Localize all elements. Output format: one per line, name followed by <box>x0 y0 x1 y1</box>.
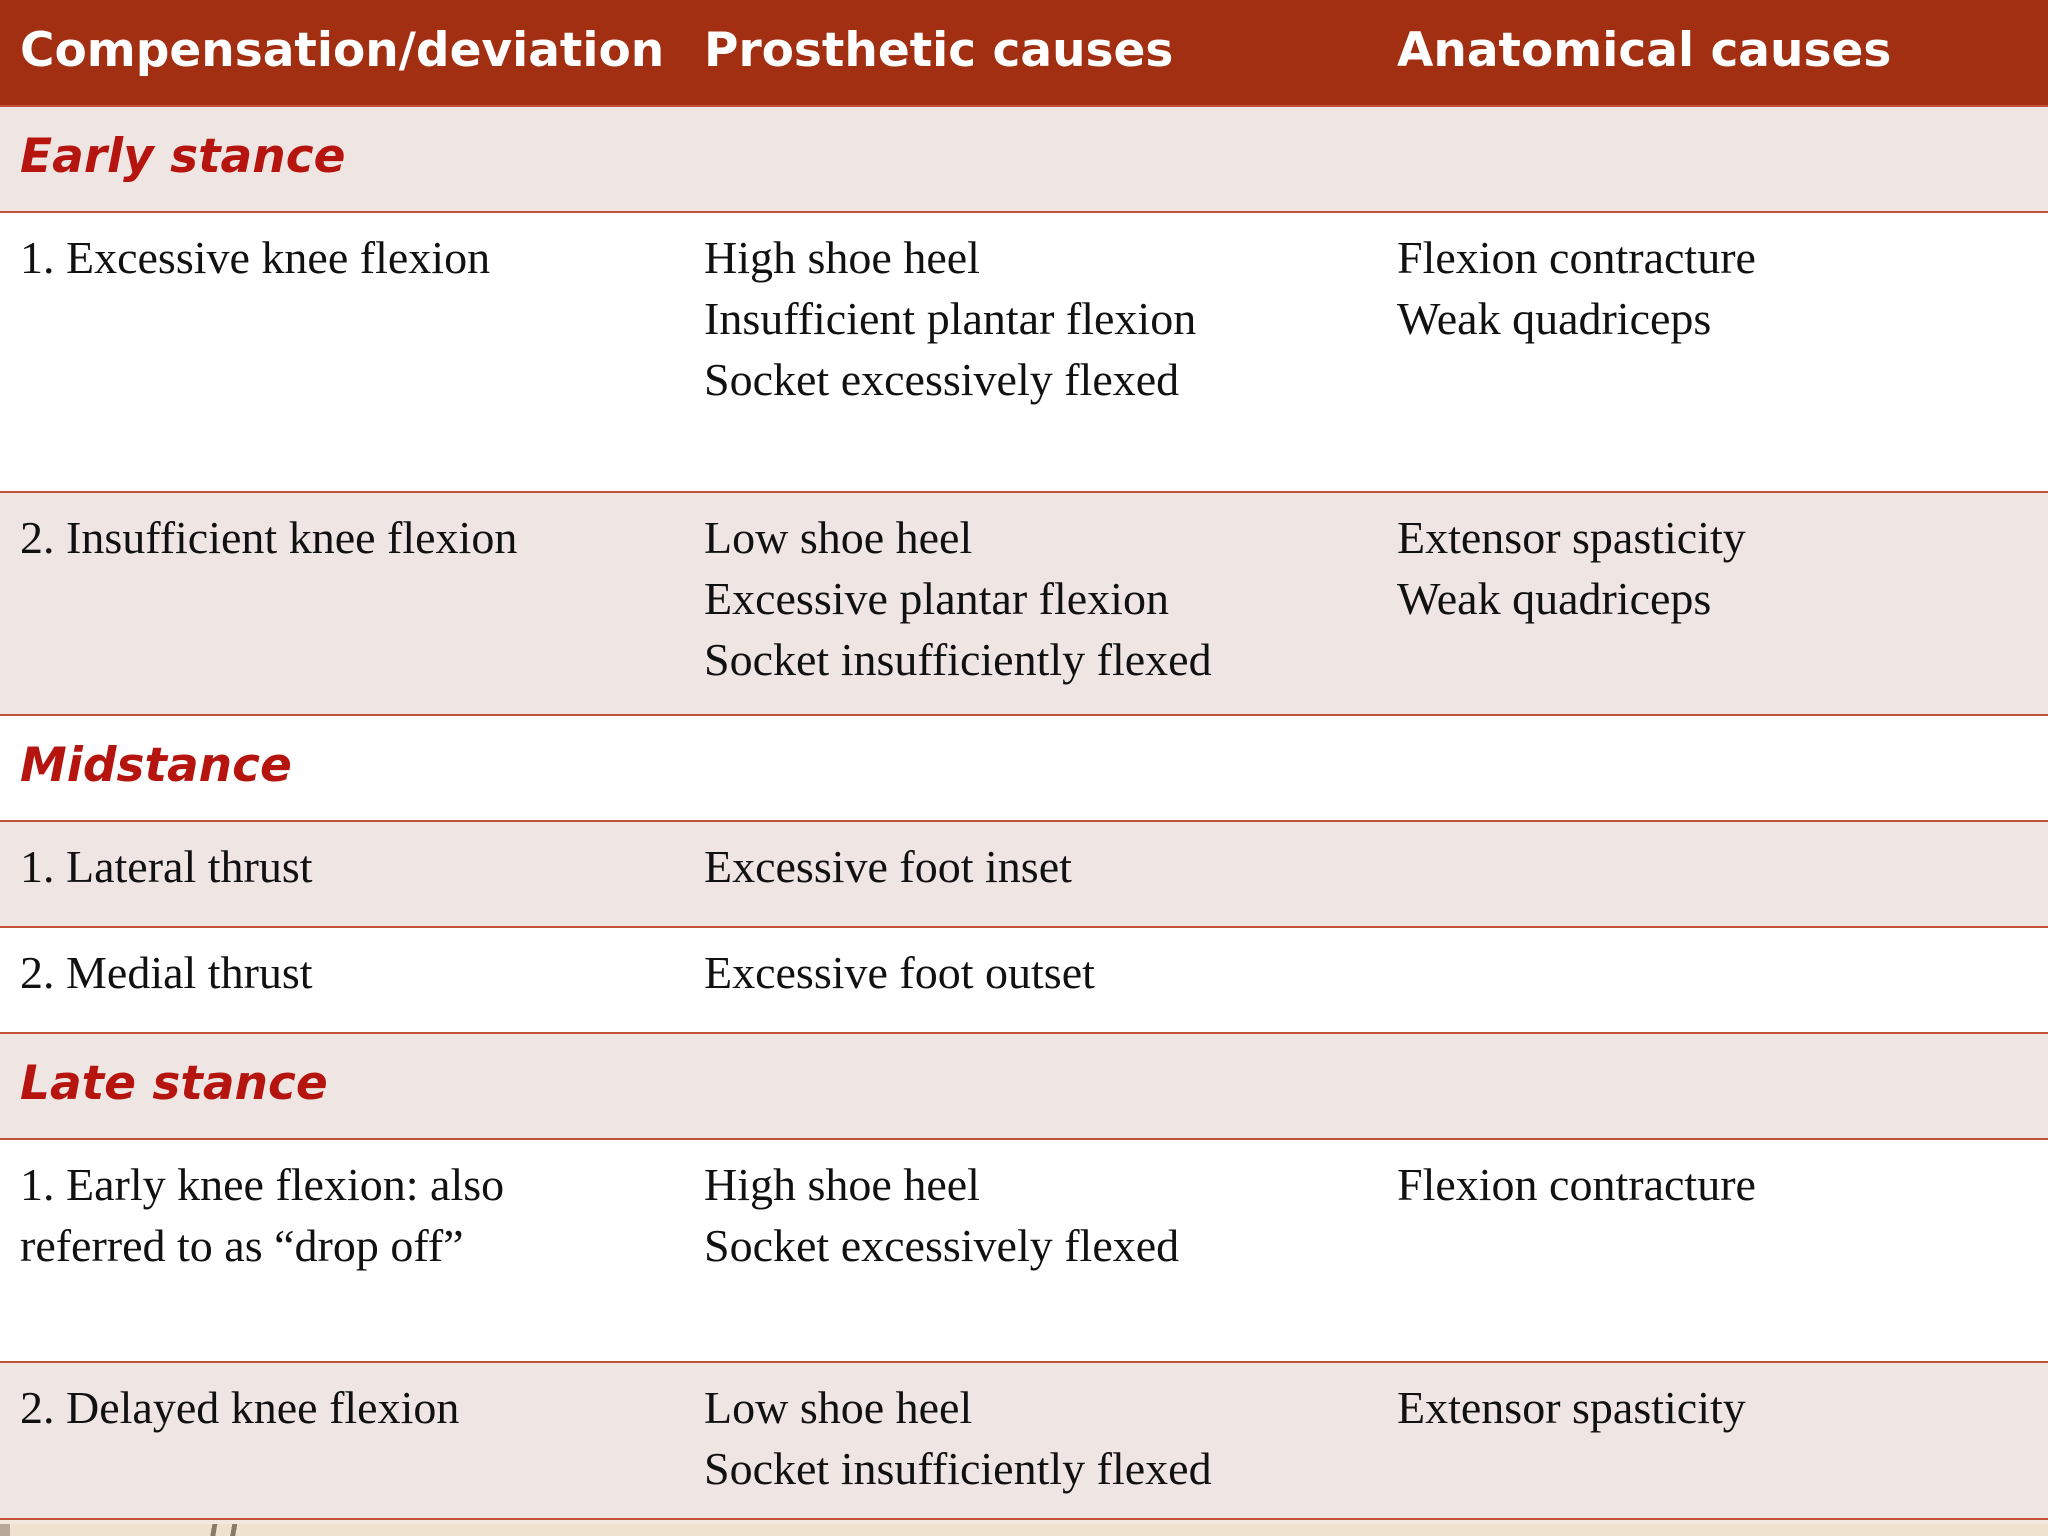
cell-line: 1. Early knee flexion: also <box>20 1159 505 1210</box>
prosthetic-cell <box>684 492 1377 715</box>
prosthetic-cell <box>684 212 1377 492</box>
anatomical-cell <box>1377 212 2048 492</box>
table-row <box>0 492 2048 715</box>
cell-line: 2. Medial thrust <box>20 947 313 998</box>
cell-line: 2. Delayed knee flexion <box>20 1382 460 1433</box>
deviation-cell <box>0 821 684 927</box>
cell-line: Low shoe heel <box>704 512 973 563</box>
anatomical-cell <box>1377 1139 2048 1362</box>
section-title: Midstance <box>20 737 292 793</box>
section-title: Early stance <box>20 128 346 184</box>
cell-line: Extensor spasticity <box>1397 1382 1746 1433</box>
table-row <box>0 1362 2048 1519</box>
cell-line: High shoe heel <box>704 1159 980 1210</box>
cell-line: High shoe heel <box>704 232 980 283</box>
header-row <box>0 0 2048 106</box>
table-row <box>0 1139 2048 1362</box>
cell-line: 2. Insufficient knee flexion <box>20 512 518 563</box>
anatomical-cell <box>1377 1362 2048 1519</box>
section-row-midstance <box>0 715 2048 821</box>
deviation-cell <box>0 1139 684 1362</box>
anatomical-cell <box>1377 821 2048 927</box>
prosthetic-cell <box>684 821 1377 927</box>
section-row-late-stance <box>0 1033 2048 1139</box>
prosthetic-cell <box>684 1139 1377 1362</box>
section-row-early-stance <box>0 106 2048 212</box>
cell-line: 1. Excessive knee flexion <box>20 232 491 283</box>
slide-decoration <box>0 1524 10 1536</box>
cell-line: Socket excessively flexed <box>704 1220 1180 1271</box>
cell-line: Flexion contracture <box>1397 1159 1756 1210</box>
cell-line: Socket insufficiently flexed <box>704 1443 1212 1494</box>
cell-line: referred to as “drop off” <box>20 1220 464 1271</box>
section-title: Late stance <box>20 1055 328 1111</box>
slide-background-strip <box>0 1524 2048 1536</box>
cell-line: Insufficient plantar flexion <box>704 293 1197 344</box>
cell-line: Flexion contracture <box>1397 232 1756 283</box>
anatomical-cell <box>1377 492 2048 715</box>
deviation-cell <box>0 212 684 492</box>
table-row <box>0 821 2048 927</box>
deviation-cell <box>0 1362 684 1519</box>
cell-line: Weak quadriceps <box>1397 573 1712 624</box>
header-prosthetic-causes: Prosthetic causes <box>684 0 1377 106</box>
prosthetic-cell <box>684 927 1377 1033</box>
deviation-cell <box>0 492 684 715</box>
table-header <box>0 0 2048 106</box>
anatomical-cell <box>1377 927 2048 1033</box>
cell-line: Weak quadriceps <box>1397 293 1712 344</box>
cell-line: Extensor spasticity <box>1397 512 1746 563</box>
header-compensation-deviation: Compensation/deviation <box>0 0 684 106</box>
deviation-cell <box>0 927 684 1033</box>
cell-line: Excessive plantar flexion <box>704 573 1169 624</box>
cell-line: Low shoe heel <box>704 1382 973 1433</box>
cell-line: Excessive foot outset <box>704 947 1095 998</box>
table-row <box>0 212 2048 492</box>
cell-line: Socket excessively flexed <box>704 354 1180 405</box>
slide-decoration <box>200 1524 260 1536</box>
cell-line: Excessive foot inset <box>704 841 1072 892</box>
table-body <box>0 106 2048 1519</box>
header-anatomical-causes: Anatomical causes <box>1377 0 2048 106</box>
table-row <box>0 927 2048 1033</box>
prosthetic-cell <box>684 1362 1377 1519</box>
cell-line: Socket insufficiently flexed <box>704 634 1212 685</box>
cell-line: 1. Lateral thrust <box>20 841 313 892</box>
